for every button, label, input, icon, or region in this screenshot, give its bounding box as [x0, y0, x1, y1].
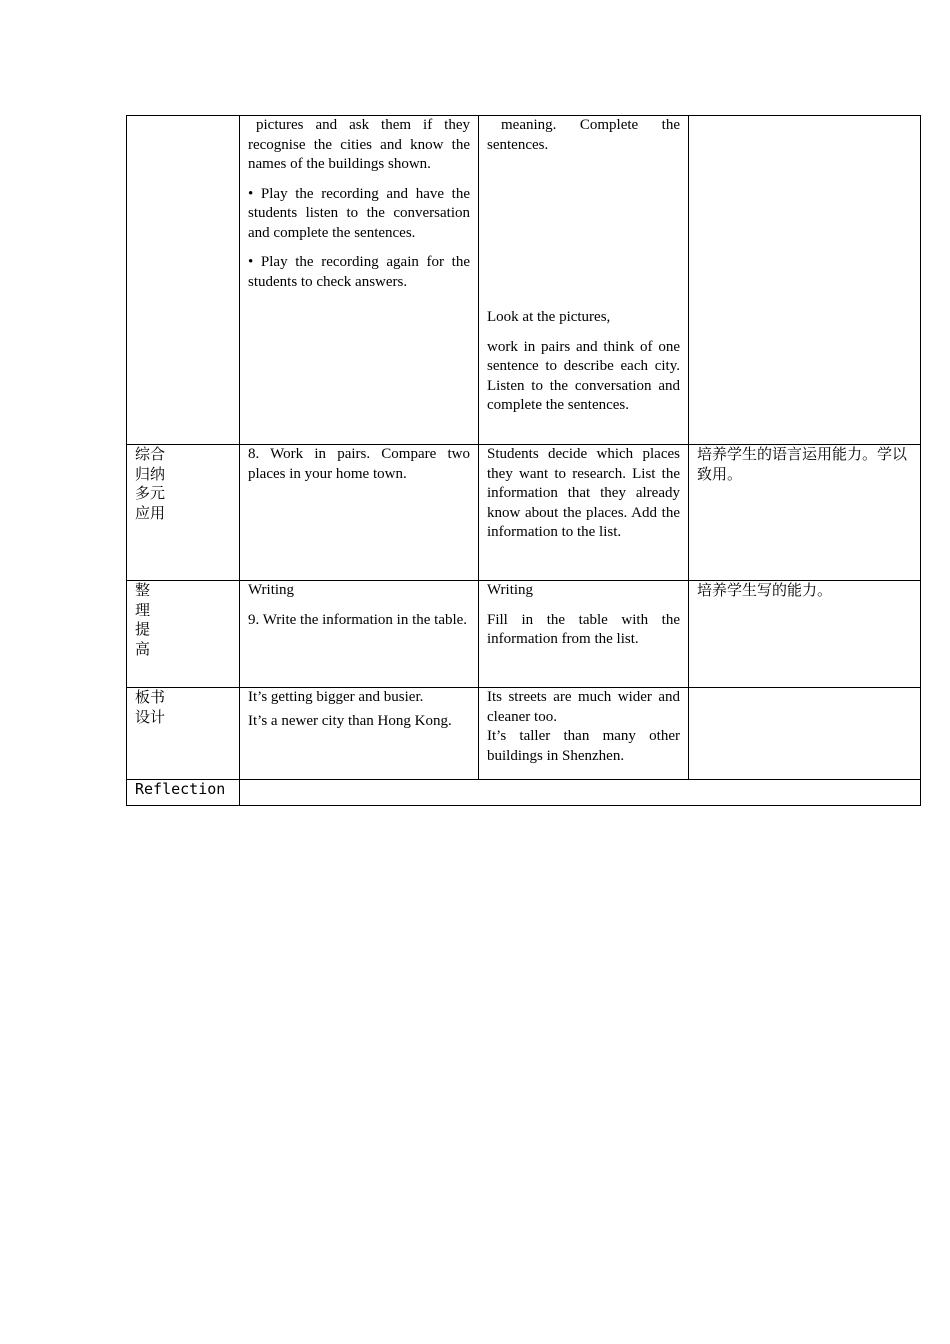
board-text: Its streets are much wider and cleaner too. [487, 689, 680, 725]
teacher-step-text: • Play the recording and have the students listen to the conversation and complete the sentences. [248, 185, 470, 241]
board-text: It’s getting bigger and busier. [248, 689, 424, 705]
teacher-activity-cell [240, 581, 479, 688]
table-row [127, 688, 921, 780]
student-step-text: meaning. Complete the sentences. [487, 117, 680, 153]
teacher-step-text: 9. Write the information in the table. [248, 611, 468, 628]
reflection-label: Reflection [127, 780, 240, 806]
student-activity-cell [479, 445, 689, 581]
stage-label-line: 归纳 [135, 464, 166, 483]
stage-label-line: 理 [135, 600, 151, 619]
table-row [127, 445, 921, 581]
teacher-step-text: • Play the recording again for the students to check answers. [248, 254, 470, 290]
teacher-step-text: 8. Work in pairs. Compare two places in your home town. [248, 446, 470, 482]
student-step-text: Fill in the table with the information from the list. [487, 611, 680, 647]
student-step-text: work in pairs and think of one sentence to describe each city. Listen to the conversation and complete the sentences. [487, 338, 680, 413]
lesson-plan-table [126, 115, 921, 806]
stage-label-line: 多元 [135, 484, 166, 502]
purpose-cell-empty [689, 688, 921, 780]
teacher-activity-cell [240, 445, 479, 581]
stage-label-line: 板书 [135, 688, 166, 706]
stage-label-line: 高 [135, 639, 151, 658]
teacher-activity-cell [240, 116, 479, 445]
purpose-text: 培养学生的语言运用能力。学以致用。 [697, 445, 908, 483]
student-step-text: Writing [487, 582, 534, 598]
purpose-cell [689, 445, 921, 581]
stage-label-line: 综合 [135, 445, 166, 463]
table-row [127, 116, 921, 445]
purpose-cell-empty [689, 116, 921, 445]
stage-cell-empty [127, 116, 240, 445]
student-step-text: Students decide which places they want to research. List the information that they already know about the places. Add the information to the list. [487, 446, 680, 540]
student-activity-cell [479, 581, 689, 688]
student-step-text: Look at the pictures, [487, 309, 611, 325]
board-text: It’s taller than many other buildings in Shenzhen. [487, 728, 680, 764]
teacher-activity-cell [240, 688, 479, 780]
board-text: It’s a newer city than Hong Kong. [248, 712, 452, 729]
reflection-content [240, 780, 921, 806]
table-row [127, 581, 921, 688]
student-activity-cell [479, 688, 689, 780]
teacher-step-text: Writing [248, 582, 295, 598]
stage-label-line: 设计 [135, 707, 166, 726]
stage-label-line: 应用 [135, 503, 166, 522]
stage-label-line: 提 [135, 620, 151, 638]
purpose-text: 培养学生写的能力。 [697, 581, 833, 599]
table-row [127, 780, 921, 806]
stage-label-cell [127, 688, 240, 780]
stage-label-line: 整 [135, 581, 151, 599]
purpose-cell [689, 581, 921, 688]
teacher-step-text: pictures and ask them if they recognise the cities and know the names of the buildings shown. [248, 117, 470, 172]
student-activity-cell [479, 116, 689, 445]
stage-label-cell [127, 581, 240, 688]
stage-label-cell [127, 445, 240, 581]
